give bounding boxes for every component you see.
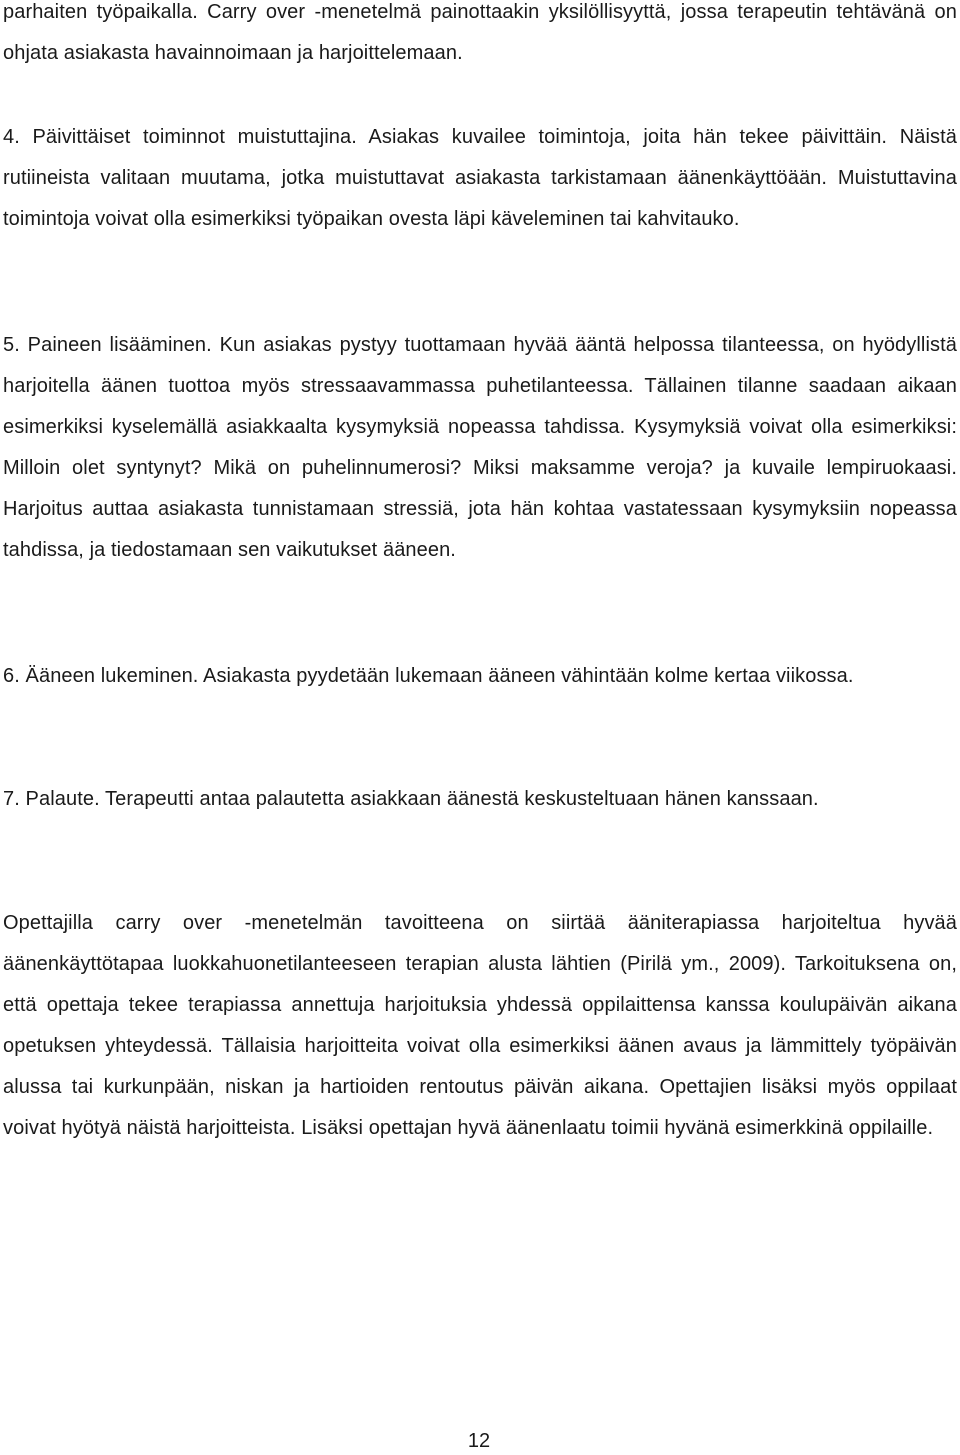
paragraph-daily-reminders: 4. Päivittäiset toiminnot muistuttajina. Asiakas kuvailee toimintoja, joita hän tekee päivittäin. Näistä rutiineista valitaan muutama, jotka muistuttavat asiakasta tarkistamaan äänenkäyttöään. Muistuttavina toimintoja voivat olla esimerkiksi työpaikan ovesta läpi käveleminen tai kahvitauko. [3,126,957,230]
paragraph-carry-over-intro: parhaiten työpaikalla. Carry over -menetelmä painottaakin yksilöllisyyttä, jossa terapeutin tehtävänä on ohjata asiakasta havainnoimaan ja harjoittelemaan. [3,1,957,64]
paragraph-adding-pressure: 5. Paineen lisääminen. Kun asiakas pystyy tuottamaan hyvää ääntä helpossa tilanteessa, on hyödyllistä harjoitella äänen tuottoa myös stressaavammassa puhetilanteessa. Tällainen tilanne saadaan aikaan esimerkiksi kyselemällä asiakkaalta kysymyksiä nopeassa tahdissa. Kysymyksiä voivat olla esimerkiksi: Milloin olet syntynyt? Mikä on puhelinnumerosi? Miksi maksamme veroja? ja kuvaile lempiruokaasi. Harjoitus auttaa asiakasta tunnistamaan stressiä, jota hän kohtaa vastatessaan kysymyksiin nopeassa tahdissa, ja tiedostamaan sen vaikutukset ääneen. [3,334,957,561]
paragraph-feedback: 7. Palaute. Terapeutti antaa palautetta asiakkaan äänestä keskusteltuaan hänen kanssaan. [3,788,819,810]
page-number: 12 [467,1430,491,1452]
paragraph-reading-aloud: 6. Ääneen lukeminen. Asiakasta pyydetään lukemaan ääneen vähintään kolme kertaa viikossa. [3,665,854,687]
paragraph-teachers-carry-over: Opettajilla carry over -menetelmän tavoitteena on siirtää ääniterapiassa harjoiteltua hyvää äänenkäyttötapaa luokkahuonetilanteeseen terapian alusta lähtien (Pirilä ym., 2009). Tarkoituksena on, että opettaja tekee terapiassa annettuja harjoituksia yhdessä oppilaittensa kanssa koulupäivän aikana opetuksen yhteydessä. Tällaisia harjoitteita voivat olla esimerkiksi äänen avaus ja lämmittely työpäivän alussa tai kurkunpään, niskan ja hartioiden rentoutus päivän aikana. Opettajien lisäksi myös oppilaat voivat hyötyä näistä harjoitteista. Lisäksi opettajan hyvä äänenlaatu toimii hyvänä esimerkkinä oppilaille. [3,912,957,1139]
